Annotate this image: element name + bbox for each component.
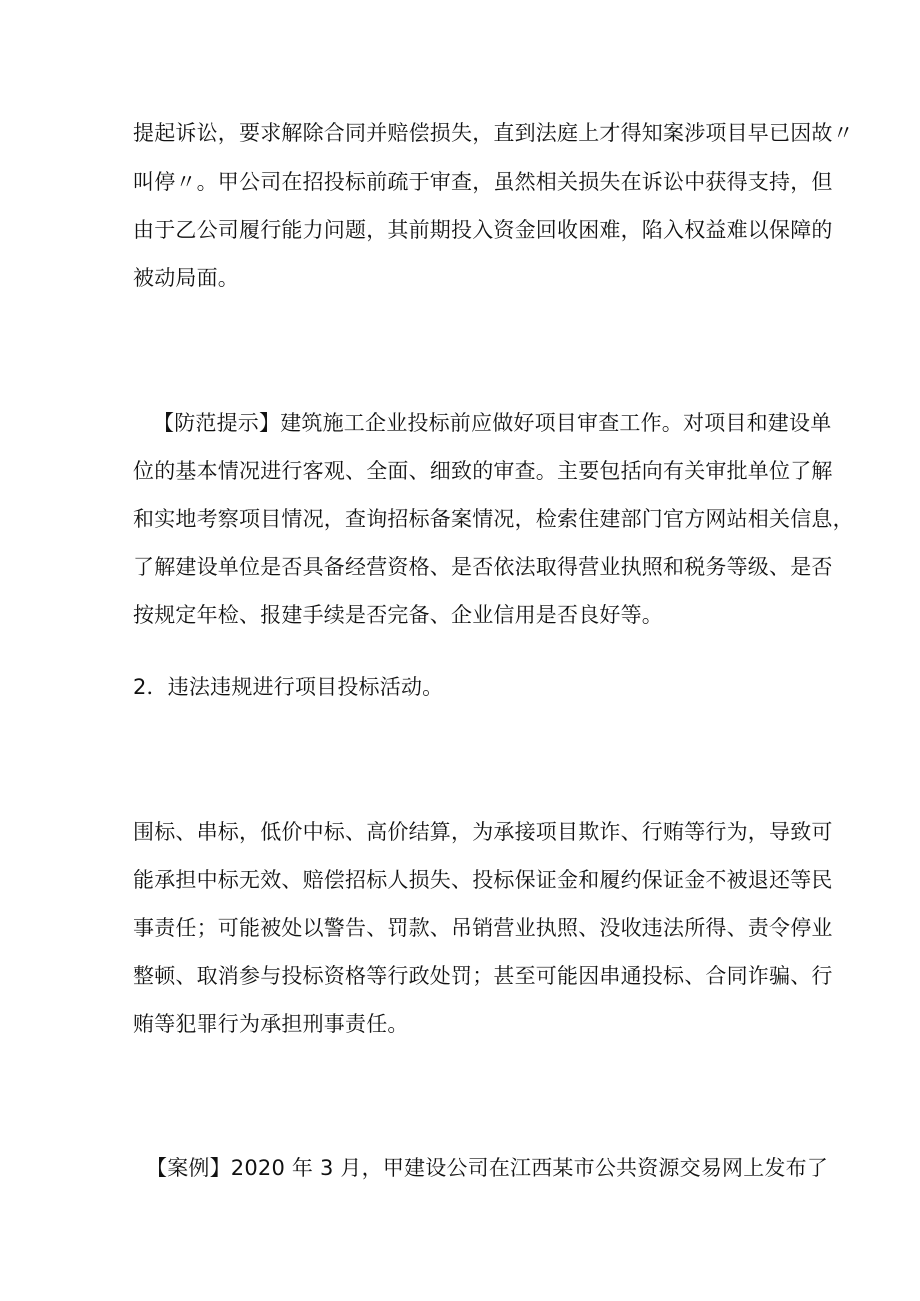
text-line: 【防范提示】建筑施工企业投标前应做好项目审查工作。对项目和建设单 [153,411,832,435]
text-line: 围标、串标，低价中标、高价结算，为承接项目欺诈、行贿等行为，导致可 [133,820,833,844]
text-line: 位的基本情况进行客观、全面、细致的审查。主要包括向有关审批单位了解 [133,459,833,483]
text-line: 贿等犯罪行为承担刑事责任。 [133,1012,409,1036]
section-heading: 2．违法违规进行项目投标活动。 [133,675,444,699]
text-line: 按规定年检、报建手续是否完备、企业信用是否良好等。 [133,603,663,627]
text-line: 【案例】2020 年 3 月，甲建设公司在江西某市公共资源交易网上发布了 [146,1156,829,1180]
text-line: 了解建设单位是否具备经营资格、是否依法取得营业执照和税务等级、是否 [133,555,833,579]
text-line: 能承担中标无效、赔偿招标人损失、投标保证金和履约保证金不被退还等民 [133,868,833,892]
text-line: 事责任；可能被处以警告、罚款、吊销营业执照、没收违法所得、责令停业 [133,916,833,940]
text-line: 和实地考察项目情况，查询招标备案情况，检索住建部门官方网站相关信息， [133,507,854,531]
text-line: 叫停〃。甲公司在招投标前疏于审查，虽然相关损失在诉讼中获得支持，但 [133,170,833,194]
text-line: 被动局面。 [133,266,239,290]
text-line: 提起诉讼，要求解除合同并赔偿损失，直到法庭上才得知案涉项目早已因故〃 [133,121,854,145]
text-line: 由于乙公司履行能力问题，其前期投入资金回收困难，陷入权益难以保障的 [133,218,833,242]
text-line: 整顿、取消参与投标资格等行政处罚；甚至可能因串通投标、合同诈骗、行 [133,964,833,988]
